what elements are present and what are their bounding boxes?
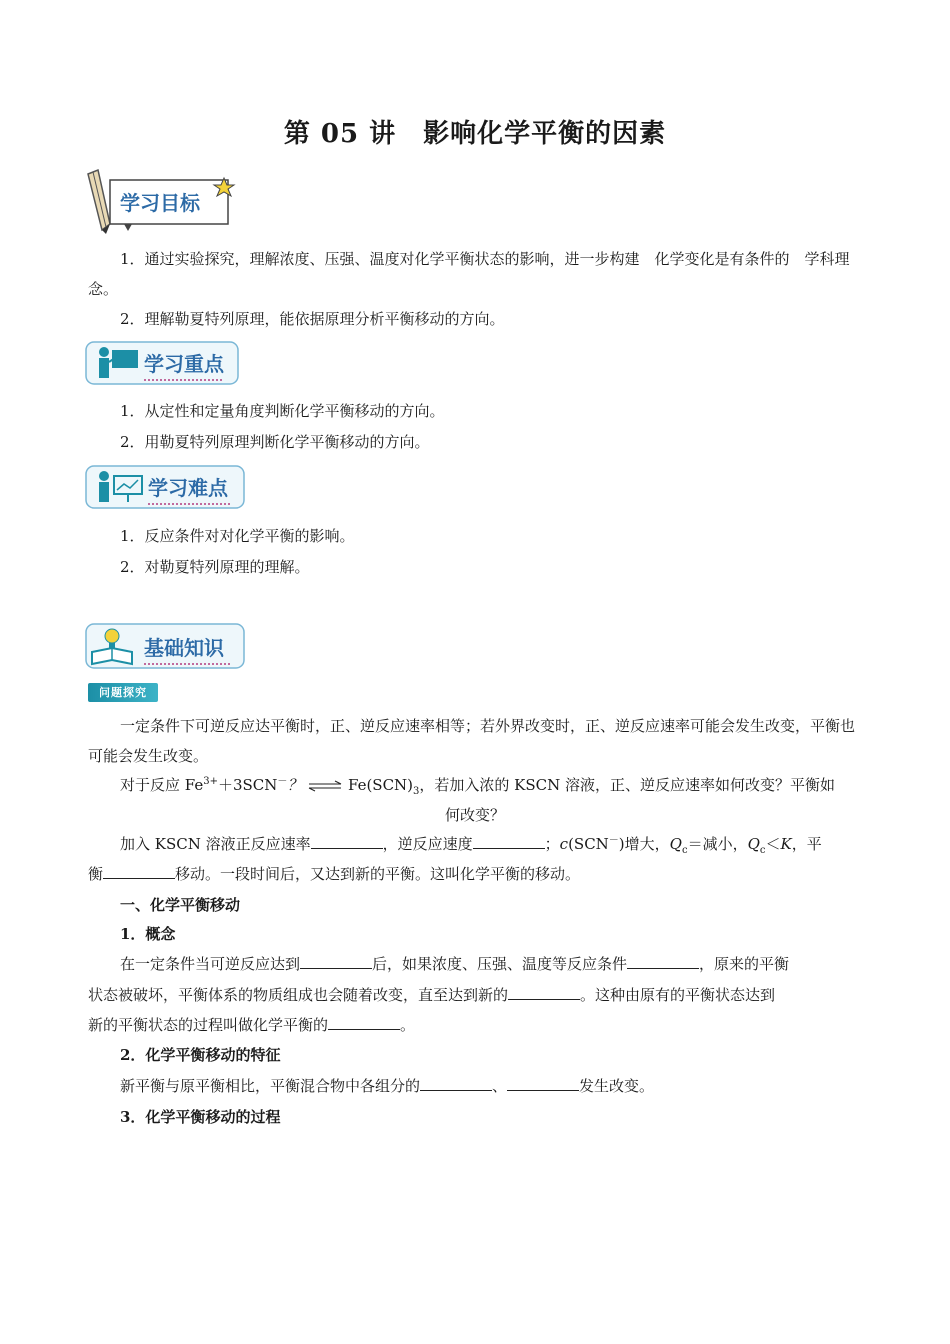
text: ； — [544, 835, 560, 853]
text: Q — [747, 835, 760, 853]
subsection-title-concept: 1．概念 — [120, 925, 176, 943]
text: 后，如果浓度、压强、温度等反应条件 — [372, 955, 628, 973]
text: 新的平衡状态的过程叫做化学平衡的 — [88, 1016, 329, 1034]
charge-superscript: 3+ — [203, 776, 218, 787]
fill-blank[interactable] — [627, 954, 699, 969]
reaction-product: Fe(SCN) — [347, 776, 414, 794]
goal-item-2: 2．理解勒夏特列原理，能依据原理分析平衡移动的方向。 — [120, 310, 505, 328]
concept-paragraph-line-2 — [88, 980, 862, 1010]
fill-blank[interactable] — [473, 834, 545, 849]
page-title: 第 05 讲 影响化学平衡的因素 — [283, 119, 667, 149]
subscript: 3 — [413, 786, 420, 797]
pencil-icon — [88, 170, 110, 234]
subsection-title-process: 3．化学平衡移动的过程 — [120, 1108, 281, 1126]
inquiry-paragraph-2-line-2: 何改变？ — [444, 806, 505, 824]
text: 衡 — [88, 865, 104, 883]
text: 在一定条件当可逆反应达到 — [120, 955, 301, 973]
text: ＜ — [765, 835, 781, 853]
key-points-badge — [84, 340, 249, 390]
fill-blank[interactable] — [508, 985, 580, 1000]
concept-paragraph-line-1 — [88, 949, 862, 979]
text: K — [780, 835, 792, 853]
difficulties-badge — [84, 464, 254, 514]
reaction-text: ，若加入浓的 KSCN 溶液，正、逆反应速率如何改变？平衡如 — [419, 776, 836, 794]
text: Q — [669, 835, 682, 853]
fill-blank[interactable] — [507, 1076, 579, 1091]
text: ，原来的平衡 — [699, 955, 790, 973]
section-heading: 一、化学平衡移动 — [120, 896, 241, 914]
text: )增大， — [618, 835, 670, 853]
text: ＝减小， — [687, 835, 748, 853]
fill-blank[interactable] — [300, 954, 372, 969]
fill-blank[interactable] — [103, 864, 175, 879]
basics-badge-label: 基础知识 — [144, 636, 224, 660]
reaction-text: ？ — [287, 776, 303, 794]
goals-badge — [84, 168, 244, 236]
basics-badge — [84, 622, 254, 674]
fill-blank[interactable] — [328, 1015, 400, 1030]
text: 。这种由原有的平衡状态达到 — [580, 986, 776, 1004]
inquiry-paragraph-1: 一定条件下可逆反应达平衡时，正、逆反应速率相等；若外界改变时，正、逆反应速率可能会发生改变，平衡也可能会发生改变。 — [88, 717, 856, 765]
features-paragraph — [88, 1071, 862, 1101]
inquiry-paragraph-4 — [88, 859, 862, 889]
text: 。 — [400, 1016, 416, 1034]
text: 状态被破坏，平衡体系的物质组成也会随着改变，直至达到新的 — [88, 986, 509, 1004]
inquiry-paragraph-2 — [88, 770, 862, 800]
fill-blank[interactable] — [420, 1076, 492, 1091]
subsection-title-features: 2．化学平衡移动的特征 — [120, 1046, 281, 1064]
subscript: c — [759, 845, 766, 856]
subscript: c — [681, 845, 688, 856]
concept-paragraph-line-3 — [88, 1010, 862, 1040]
text: 发生改变。 — [579, 1077, 655, 1095]
goals-badge-label: 学习目标 — [120, 191, 200, 215]
inquiry-tag: 问题探究 — [88, 683, 158, 702]
difficulty-item-2: 2．对勒夏特列原理的理解。 — [120, 558, 310, 576]
key-point-item-2: 2．用勒夏特列原理判断化学平衡移动的方向。 — [120, 433, 430, 451]
key-point-item-1: 1．从定性和定量角度判断化学平衡移动的方向。 — [120, 402, 445, 420]
text: 新平衡与原平衡相比，平衡混合物中各组分的 — [120, 1077, 421, 1095]
text: ，逆反应速度 — [382, 835, 473, 853]
inquiry-paragraph-3 — [88, 829, 862, 859]
difficulty-item-1: 1．反应条件对对化学平衡的影响。 — [120, 527, 355, 545]
reaction-text: ＋3SCN — [217, 776, 278, 794]
equilibrium-arrow-icon — [307, 780, 343, 792]
text: 、 — [492, 1077, 508, 1095]
text: 移动。一段时间后，又达到新的平衡。这叫化学平衡的移动。 — [175, 865, 581, 883]
text: c — [559, 835, 569, 853]
key-points-badge-label: 学习重点 — [144, 352, 224, 376]
charge-superscript: － — [277, 776, 288, 787]
text: (SCN — [568, 835, 609, 853]
text: ，平 — [791, 835, 822, 853]
reaction-text: 对于反应 Fe — [120, 776, 204, 794]
goal-item-1: 1．通过实验探究，理解浓度、压强、温度对化学平衡状态的影响，进一步构建 化学变化是有条件的 学科理念。 — [88, 250, 850, 298]
text: 加入 KSCN 溶液正反应速率 — [120, 835, 311, 853]
charge-superscript: － — [608, 835, 619, 846]
fill-blank[interactable] — [311, 834, 383, 849]
difficulties-badge-label: 学习难点 — [148, 476, 228, 500]
